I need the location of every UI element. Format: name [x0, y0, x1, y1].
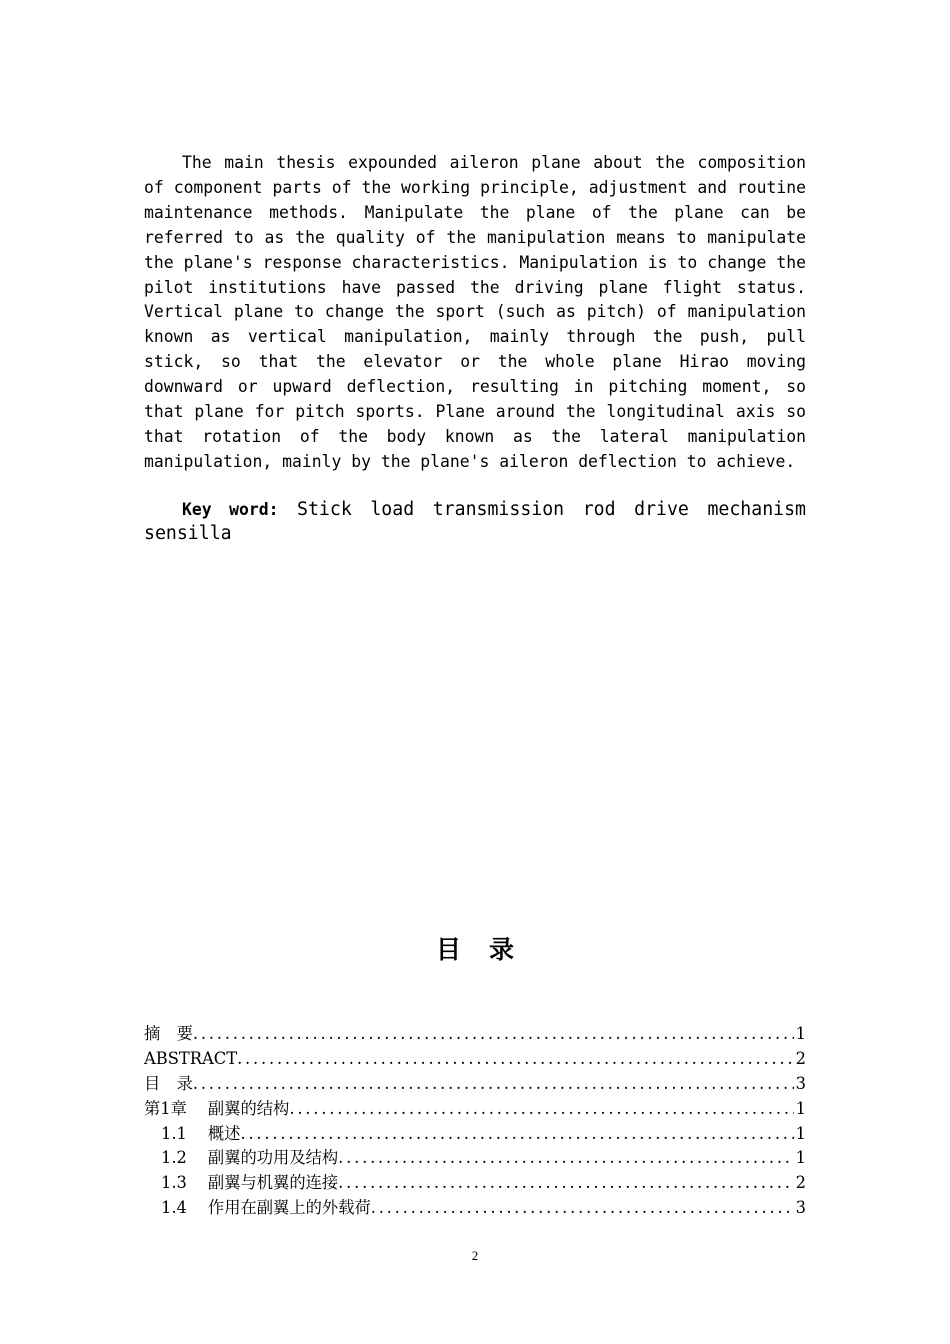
toc-leader-dots — [338, 1171, 793, 1196]
toc-entry-page: 1 — [795, 1098, 806, 1118]
toc-entry-page: 2 — [795, 1173, 806, 1193]
toc-entry-page: 2 — [795, 1048, 806, 1068]
abstract-paragraph: The main thesis expounded aileron plane about the composition of component parts of the working principle, adjustment and routine maintenance methods. Manipulate the plane of the plane can be referred to as the quality of the manipulation means to manipulate the plane's response characteristics. Manipulation is to change the pilot institutions have passed the driving plane flight status. Vertical plane to change the sport (such as pitch) of manipulation known as vertical manipulation, mainly through the push, pull stick, so that the elevator or the whole plane Hirao moving downward or upward deflection, resulting in pitching moment, so that plane for pitch sports. Plane around the longitudinal axis so that rotation of the body known as the lateral manipulation manipulation, mainly by the plane's aileron deflection to achieve. — [144, 153, 806, 471]
toc-entry-label: 概述 — [207, 1123, 241, 1143]
page-number: 2 — [471, 1248, 479, 1263]
keywords-label: Key word: — [182, 500, 279, 519]
toc-entry-number: 第1章 — [144, 1098, 187, 1118]
keywords-text: Stick load transmission rod drive mechanism sensilla — [144, 499, 807, 544]
toc-leader-dots — [237, 1047, 794, 1072]
toc-entry[interactable] — [144, 1196, 806, 1221]
toc-entry-label: 作用在副翼上的外载荷 — [207, 1198, 371, 1218]
toc-title: 目录 — [435, 935, 542, 964]
toc-entry-number: 1.4 — [161, 1198, 187, 1218]
toc-entry-label: 副翼的功用及结构 — [207, 1148, 339, 1168]
toc-entry-page: 1 — [795, 1024, 806, 1043]
toc-entry-label: 目 录 — [144, 1073, 193, 1093]
toc-leader-dots — [371, 1196, 794, 1221]
toc-entry[interactable] — [144, 1072, 806, 1097]
toc-entry-label: 副翼与机翼的连接 — [207, 1173, 339, 1193]
toc-entry-page: 3 — [795, 1073, 806, 1093]
toc-entry-number: 1.2 — [161, 1148, 187, 1168]
toc-entry-number: 1.3 — [161, 1173, 187, 1193]
toc-entry-label: 副翼的结构 — [207, 1098, 290, 1118]
keywords-line — [144, 498, 806, 546]
toc-entry[interactable] — [144, 1047, 806, 1072]
toc-entry-label: 摘 要 — [144, 1024, 193, 1043]
toc-entry[interactable] — [144, 1122, 806, 1147]
toc-entry-page: 1 — [795, 1123, 806, 1143]
toc-entry[interactable] — [144, 1146, 806, 1171]
toc-entry[interactable] — [144, 1022, 806, 1047]
toc-leader-dots — [193, 1072, 794, 1097]
toc-leader-dots — [193, 1022, 794, 1047]
toc-leader-dots — [240, 1122, 793, 1147]
toc-entry[interactable] — [144, 1097, 806, 1122]
toc-entry-page: 3 — [795, 1198, 806, 1218]
toc-leader-dots — [289, 1097, 793, 1122]
toc-entry-label: ABSTRACT — [144, 1048, 238, 1068]
toc-leader-dots — [338, 1146, 793, 1171]
toc-entry-page: 1 — [795, 1148, 806, 1168]
toc-entry[interactable] — [144, 1171, 806, 1196]
toc-entry-number: 1.1 — [161, 1123, 187, 1143]
toc-list — [144, 1022, 806, 1221]
